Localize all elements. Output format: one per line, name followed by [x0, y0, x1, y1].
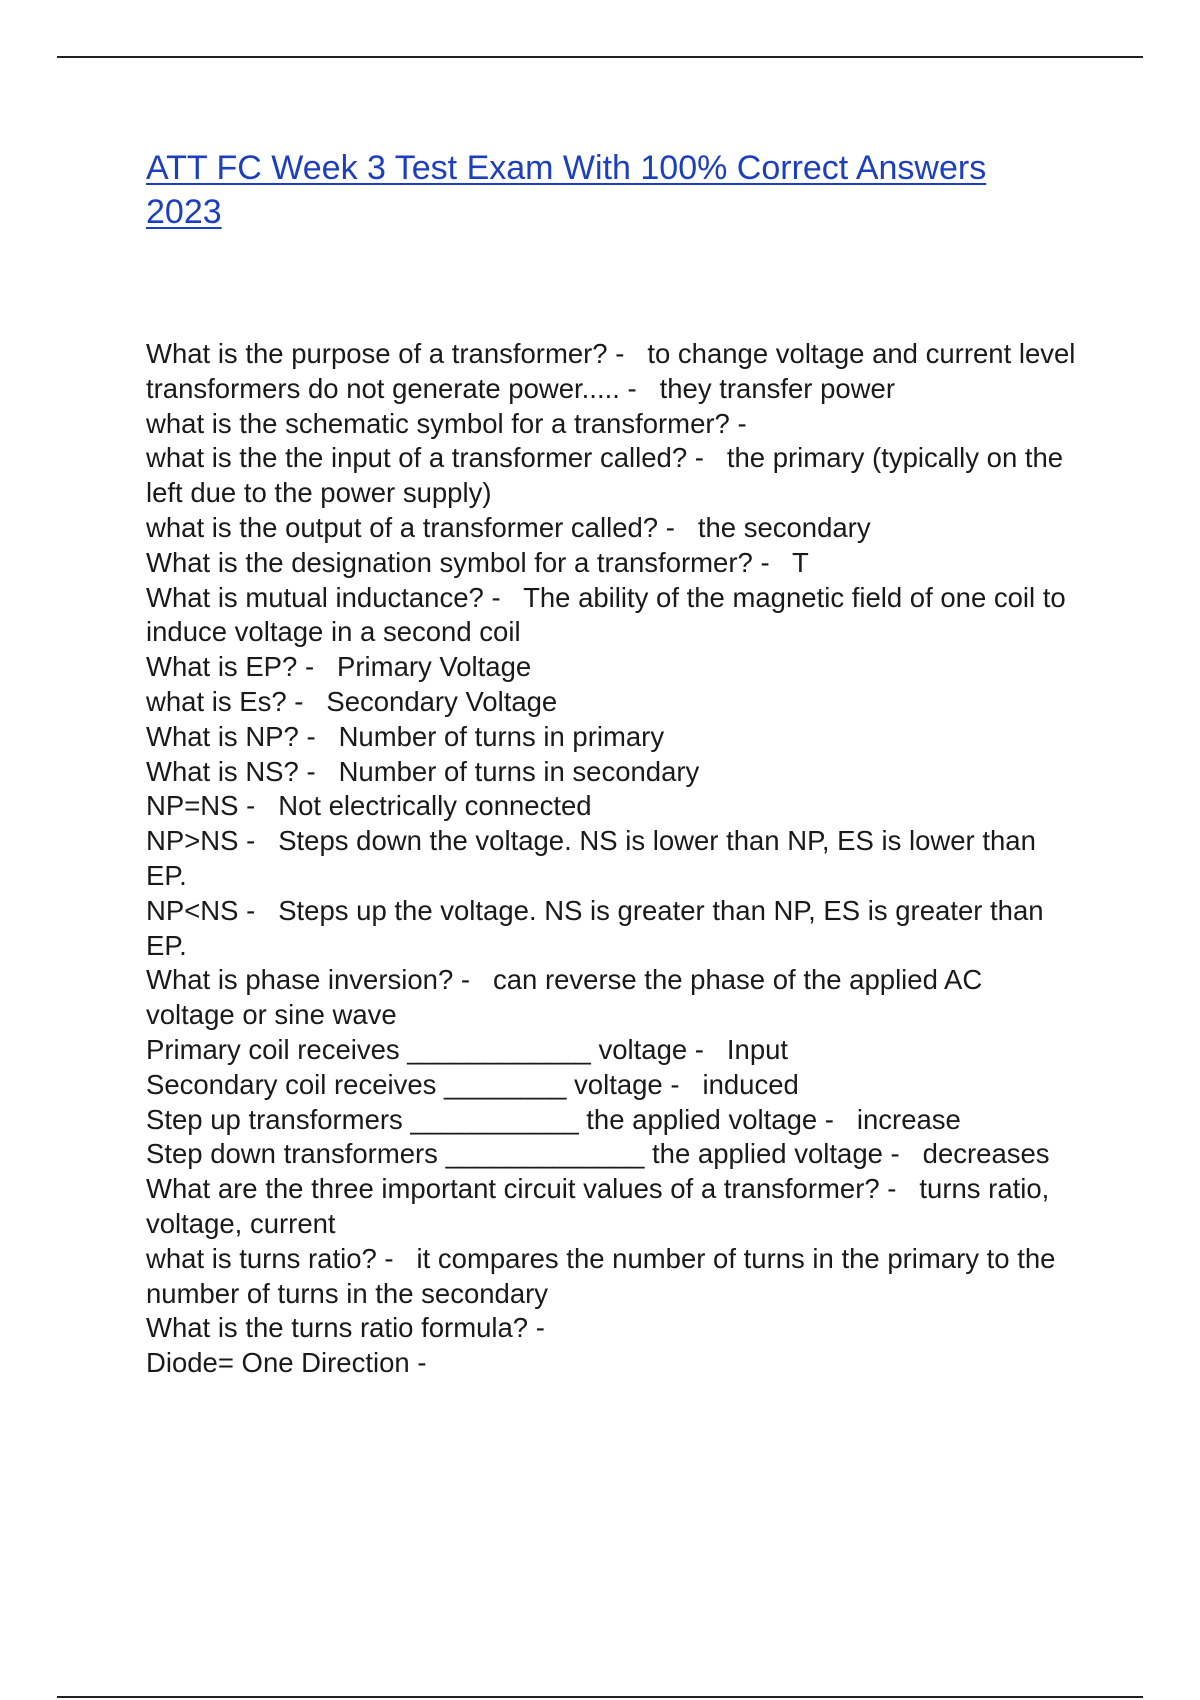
question: Step up transformers ___________ the applied voltage — [146, 1103, 818, 1135]
answer: induced — [702, 1068, 799, 1100]
question: What is the designation symbol for a transformer? — [146, 546, 753, 578]
answer: Input — [726, 1033, 789, 1065]
separator: - — [658, 511, 698, 543]
separator: - — [607, 338, 648, 369]
qa-entry — [146, 511, 1076, 546]
separator: - — [298, 720, 339, 752]
separator: - — [528, 1312, 568, 1344]
question: NP>NS — [146, 825, 239, 857]
qa-list — [146, 337, 1076, 1381]
question: What are the three important circuit values of a transformer? — [146, 1173, 880, 1205]
separator: - — [238, 894, 279, 926]
separator: - — [298, 755, 339, 787]
answer: to change voltage and current level — [647, 338, 1076, 369]
qa-entry — [146, 337, 1076, 372]
separator: - — [752, 546, 793, 578]
separator: - — [729, 407, 770, 439]
question: Primary coil receives ____________ voltage — [146, 1033, 688, 1065]
qa-entry — [146, 650, 1076, 685]
separator: - — [453, 964, 493, 996]
question: NP=NS — [146, 790, 239, 822]
qa-entry — [146, 1311, 1076, 1346]
answer: Secondary Voltage — [326, 685, 558, 717]
top-rule — [57, 56, 1143, 58]
separator: - — [483, 581, 524, 613]
qa-entry — [146, 1172, 1076, 1242]
separator: - — [238, 825, 279, 857]
qa-entry — [146, 1033, 1076, 1068]
separator: - — [238, 790, 279, 822]
separator: - — [879, 1173, 920, 1205]
separator: - — [687, 442, 727, 474]
question: what is the schematic symbol for a transformer? — [146, 407, 730, 439]
document-title-link[interactable]: ATT FC Week 3 Test Exam With 100% Correct Answers 2023 — [146, 149, 987, 231]
question: what is the output of a transformer called? — [146, 511, 659, 543]
question: what is the the input of a transformer called? — [146, 442, 688, 474]
question: What is the purpose of a transformer? — [146, 338, 608, 369]
qa-entry — [146, 1242, 1076, 1312]
qa-entry — [146, 1103, 1076, 1138]
separator: - — [687, 1033, 727, 1065]
qa-entry — [146, 407, 1076, 442]
qa-entry — [146, 789, 1076, 824]
qa-entry — [146, 441, 1076, 511]
qa-entry — [146, 372, 1076, 407]
separator: - — [662, 1068, 703, 1100]
answer: Not electrically connected — [278, 790, 592, 822]
qa-entry — [146, 1068, 1076, 1103]
qa-entry — [146, 581, 1076, 651]
separator: - — [297, 651, 338, 683]
qa-entry — [146, 894, 1076, 964]
answer: T — [792, 546, 809, 578]
question: What is the turns ratio formula? — [146, 1312, 529, 1344]
question: NP<NS — [146, 894, 239, 926]
separator: - — [376, 1242, 417, 1274]
answer: Number of turns in primary — [338, 720, 665, 752]
question: What is mutual inductance? — [146, 581, 484, 613]
question: Diode= One Direction — [146, 1347, 410, 1379]
answer: Primary Voltage — [337, 651, 532, 683]
question: Step down transformers _____________ the applied voltage — [146, 1138, 883, 1170]
answer: the primary (typically on the left due to the power supply) — [146, 442, 1064, 509]
qa-entry — [146, 720, 1076, 755]
answer: increase — [856, 1103, 961, 1135]
question: transformers do not generate power..... — [146, 372, 620, 404]
separator: - — [286, 685, 327, 717]
answer: can reverse the phase of the applied AC voltage or sine wave — [146, 964, 983, 1031]
question: What is EP? — [146, 651, 298, 683]
question: What is phase inversion? — [146, 964, 454, 996]
bottom-rule — [57, 1696, 1143, 1698]
qa-entry — [146, 546, 1076, 581]
question: What is NP? — [146, 720, 299, 752]
answer: Steps up the voltage. NS is greater than NP, ES is greater than EP. — [146, 894, 1044, 961]
answer: it compares the number of turns in the primary to the number of turns in the secondary — [146, 1242, 1056, 1309]
question: what is Es? — [146, 685, 287, 717]
separator: - — [882, 1138, 923, 1170]
qa-entry — [146, 685, 1076, 720]
separator: - — [817, 1103, 857, 1135]
qa-entry — [146, 963, 1076, 1033]
qa-entry — [146, 1346, 1076, 1381]
question: What is NS? — [146, 755, 299, 787]
separator: - — [619, 372, 660, 404]
question: what is turns ratio? — [146, 1242, 377, 1274]
qa-entry — [146, 1137, 1076, 1172]
answer: decreases — [922, 1138, 1050, 1170]
qa-entry — [146, 755, 1076, 790]
answer: the secondary — [697, 511, 871, 543]
answer: Steps down the voltage. NS is lower than NP, ES is lower than EP. — [146, 825, 1036, 891]
answer: The ability of the magnetic field of one coil to induce voltage in a second coil — [146, 581, 1066, 648]
separator: - — [409, 1347, 450, 1379]
answer: turns ratio, voltage, current — [146, 1173, 1050, 1239]
question: Secondary coil receives ________ voltage — [146, 1068, 663, 1100]
answer: they transfer power — [659, 372, 895, 404]
answer: Number of turns in secondary — [338, 755, 700, 787]
qa-entry — [146, 824, 1076, 894]
